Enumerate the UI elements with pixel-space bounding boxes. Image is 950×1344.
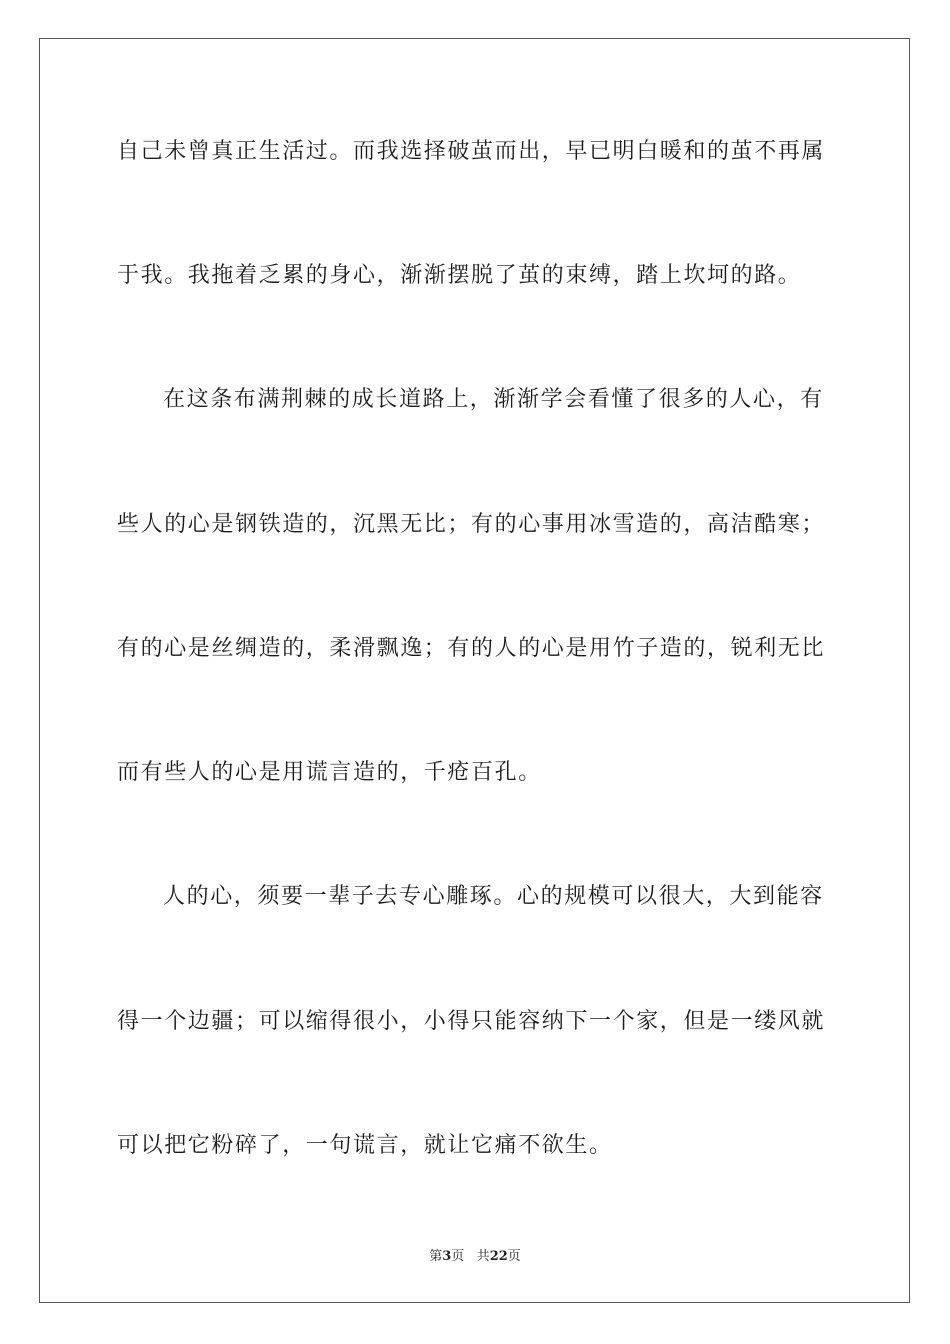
- page-footer: [0, 1248, 950, 1266]
- footer-page-word: 页: [451, 1249, 465, 1264]
- current-page-number: 3: [442, 1249, 452, 1264]
- text-line: 自己未曾真正生活过。而我选择破茧而出，早已明白暖和的茧不再属: [117, 139, 826, 164]
- text-line: 人的心，须要一辈子去专心雕琢。心的规模可以很大，大到能容: [163, 884, 824, 909]
- footer-total-suffix: 页: [507, 1249, 521, 1264]
- text-line: 于我。我拖着乏累的身心，渐渐摆脱了茧的束缚，踏上坎坷的路。: [117, 263, 802, 288]
- text-line: 得一个边疆；可以缩得很小，小得只能容纳下一个家，但是一缕风就: [117, 1009, 826, 1034]
- text-line: 而有些人的心是用谎言造的，千疮百孔。: [117, 760, 542, 785]
- text-line: 可以把它粉碎了，一句谎言，就让它痛不欲生。: [117, 1133, 613, 1158]
- text-line: 在这条布满荆棘的成长道路上，渐渐学会看懂了很多的人心，有: [163, 387, 824, 412]
- footer-gap: [464, 1249, 476, 1264]
- text-line: 些人的心是钢铁造的，沉黑无比；有的心事用冰雪造的，高洁酷寒；: [117, 512, 826, 537]
- text-line: 有的心是丝绸造的，柔滑飘逸；有的人的心是用竹子造的，锐利无比: [117, 636, 826, 661]
- total-pages-number: 22: [489, 1249, 508, 1264]
- footer-prefix: 第: [429, 1249, 443, 1264]
- page-border: [39, 38, 910, 1303]
- footer-total-prefix: 共: [476, 1249, 490, 1264]
